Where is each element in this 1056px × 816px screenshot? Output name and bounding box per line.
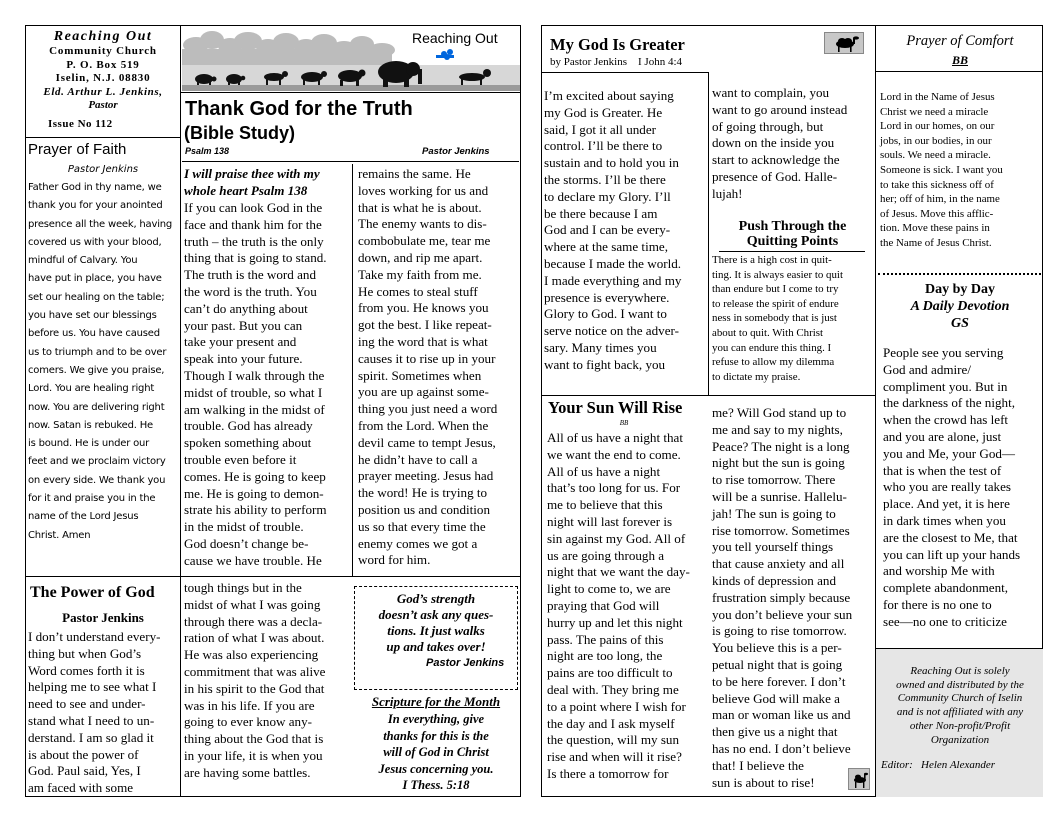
dotted-divider [878, 273, 1041, 275]
thank-god-title-line1: Thank God for the Truth [185, 98, 413, 120]
disclaimer-editor: Editor: Helen Alexander [881, 759, 996, 771]
camel-icon [848, 768, 870, 790]
scripture-text: In everything, give thanks for this is the will of God in Christ Jesus concerning you. [378, 712, 494, 776]
pastor-title: Pastor [88, 99, 118, 111]
thank-god-col1: If you can look God in the face and thank him for the truth – the truth is the only thing that is going to stand. The truth is the word and the word is the truth. You can’t do anything about your past. But you can take your present and speak into your future. Though I walk through the midst of trouble, so what I am walking in the midst of trouble. God has already spoken something about trouble even before it comes. He is going to keep me. He is going to demon- strate his ability to perform in the midst of trouble. God doesn’t change be- cause we have trouble. He [184, 200, 327, 568]
push-through-title-1: Push Through the [738, 219, 847, 234]
my-god-greater-title: My God Is Greater [550, 35, 685, 54]
my-god-greater-col2: want to complain, you want to go around instead of going through, but down on the inside you start to acknowledge the presence of God. Halle- lujah! [712, 85, 848, 201]
quote-author: Pastor Jenkins [426, 657, 505, 669]
push-through-title-2: Quitting Points [746, 234, 839, 249]
thank-god-title-line2: (Bible Study) [184, 123, 295, 143]
masthead-divider [180, 25, 181, 797]
thank-god-author: Pastor Jenkins [422, 146, 490, 157]
your-sun-author: BB [619, 419, 629, 427]
quote-text: God’s strength doesn’t ask any ques- tions. It just walks up and takes over! [378, 591, 494, 654]
pastor-name: Eld. Arthur L. Jenkins, [43, 85, 163, 98]
prayer-of-comfort-author: BB [951, 53, 968, 67]
banner-title: Reaching Out [412, 30, 498, 46]
masthead [27, 29, 179, 113]
power-of-god-col1: I don’t understand every- thing but when God’s Word comes forth it is helping me to see what I need to see and under- stand what I need to un- derstand. I am so glad it is about the power of God. Paul said, Yes, I am faced with some [28, 629, 161, 796]
power-of-god-title: The Power of God [30, 584, 155, 601]
thank-god-ref: Psalm 138 [185, 146, 230, 156]
disclaimer-text: Reaching Out is solely owned and distributed by the Community Church of Iselin and is not affiliated with any other Non-profit/Profit Organization [896, 665, 1024, 746]
your-sun-title: Your Sun Will Rise [548, 398, 683, 417]
day-by-day-title: Day by Day [924, 282, 995, 297]
my-god-greater-col1: I’m excited about saying my God is Greater. He said, I got it all under control. I’ll be there to sustain and to hold you in the storms. I’ll be there to declare my Glory. I’ll be there because I am God and I can be every- where at the same time, because I made the world. I made everything and my presence is everywhere. Glory to God. I want to serve notice on the adver- sary. Many times you want to fight back, you [544, 88, 682, 372]
power-of-god-col2: tough things but in the midst of what I was going through there was a decla- ration of what I was about. He was also experiencing commitment that was alive in his spirit to the God that was in his life. If you are going to ever know any- thing about the God that is in your life, it is when you are having some battles. [184, 580, 326, 780]
day-by-day-subtitle: A Daily Devotion [910, 299, 1010, 314]
prayer-of-comfort-title: Prayer of Comfort [906, 33, 1014, 49]
prayer-of-faith-title: Prayer of Faith [28, 141, 127, 158]
prayer-of-faith-author: Pastor Jenkins [67, 164, 139, 175]
thank-god-col2: remains the same. He loves working for us and that is what he is about. The enemy wants to dis- combobulate me, tear me down, and rip me apart. Take my faith from me. He comes to steal stuff from you. He knows you got the best. I like repeat- ing the word that is what causes it to rise up in your spirit. Sometimes when you are up against some- thing you just need a word from the Lord. When the devil came to tempt Jesus, he didn’t have to call a prayer meeting. Jesus had the word! He is trying to position us and condition us so that every time the enemy comes we got a word for him. [358, 166, 498, 568]
push-through-body: There is a high cost in quit- ting. It is always easier to quit than endure but I come to try to release the spirit of endure ness in somebody that is just about to quit. With Christ you can endure this thing. I refuse to allow my dilemma to dictate my praise. [712, 254, 843, 383]
scripture-ref: I Thess. 5:18 [402, 778, 470, 792]
address-city: Iselin, N.J. 08830 [55, 72, 151, 84]
day-by-day-author: GS [951, 316, 969, 331]
newsletter-name: Reaching Out [53, 29, 153, 44]
scripture-title: Scripture for the Month [371, 694, 501, 709]
thank-god-lead: I will praise thee with my whole heart Psalm 138 [184, 166, 320, 198]
your-sun-col2: me? Will God stand up to me and say to my nights, Peace? The night is a long night but the sun is going to rise tomorrow. There will be a sunrise. Hallelu- jah! The sun is going to rise tomorrow. Sometimes you tell yourself things that cause anxiety and all kinds of depression and frustration simply because you don’t believe your sun is going to rise tomorrow. You believe this is a per- petual night that is going to be here forever. I don’t believe God will make a man or woman like us and then give us a night that has no end. I don’t believe that! I believe the sun is about to rise! [712, 405, 853, 790]
church-name: Community Church [49, 45, 157, 57]
power-of-god-author: Pastor Jenkins [62, 610, 144, 625]
prayer-of-comfort-body: Lord in the Name of Jesus Christ we need a miracle Lord in our homes, on our jobs, in our bodies, in our souls. We need a miracle. Someone is sick. I want you to take this sickness off of her; off of him, in the name of Jesus. Move this afflic- tion. Move these pains in the Name of Jesus Christ. [880, 91, 1003, 249]
issue-number: Issue No 112 [48, 118, 113, 130]
day-by-day-body: People see you serving God and admire/ compliment you. But in the darkness of the night, when the crowd has left and you are alone, just you and Me, your God— that is when the test of who you are really takes place. And yet, it is here in dark times when you are the closest to Me, that you can lift up your hands and worship Me with complete abandonment, for there is no one to see—no one to criticize [883, 345, 1021, 629]
prayer-of-faith-body: Father God in thy name, we thank you for your anointed presence all the week, having covered us with your blood, mindful of Calvary. You have put in place, you have set our healing on the table; you have set our blessings before us. You have caused us to triumph and to be over comers. We give you praise, Lord. You are healing right now. You are delivering right now. Satan is rebuked. He is bound. He is under our feet and we proclaim victory on every side. We thank you for it and praise you in the name of the Lord Jesus Christ. Amen [28, 182, 173, 541]
camel-icon [824, 32, 864, 54]
my-god-greater-byline: by Pastor Jenkins I John 4:4 [550, 56, 682, 68]
address-po-box: P. O. Box 519 [66, 58, 140, 71]
your-sun-col1: All of us have a night that we want the end to come. All of us have a night that’s too long for us. For me to believe that this night will last forever is sin against my God. All of us are going through a night that we want the day- light to come to, we are praying that God will hurry up and let this night pass. The pains of this night are too long, the pains are too difficult to deal with. They bring me to a point where I wish for the day and I ask myself the question, will my sun rise and when will it rise? Is there a tomorrow for [547, 430, 690, 781]
